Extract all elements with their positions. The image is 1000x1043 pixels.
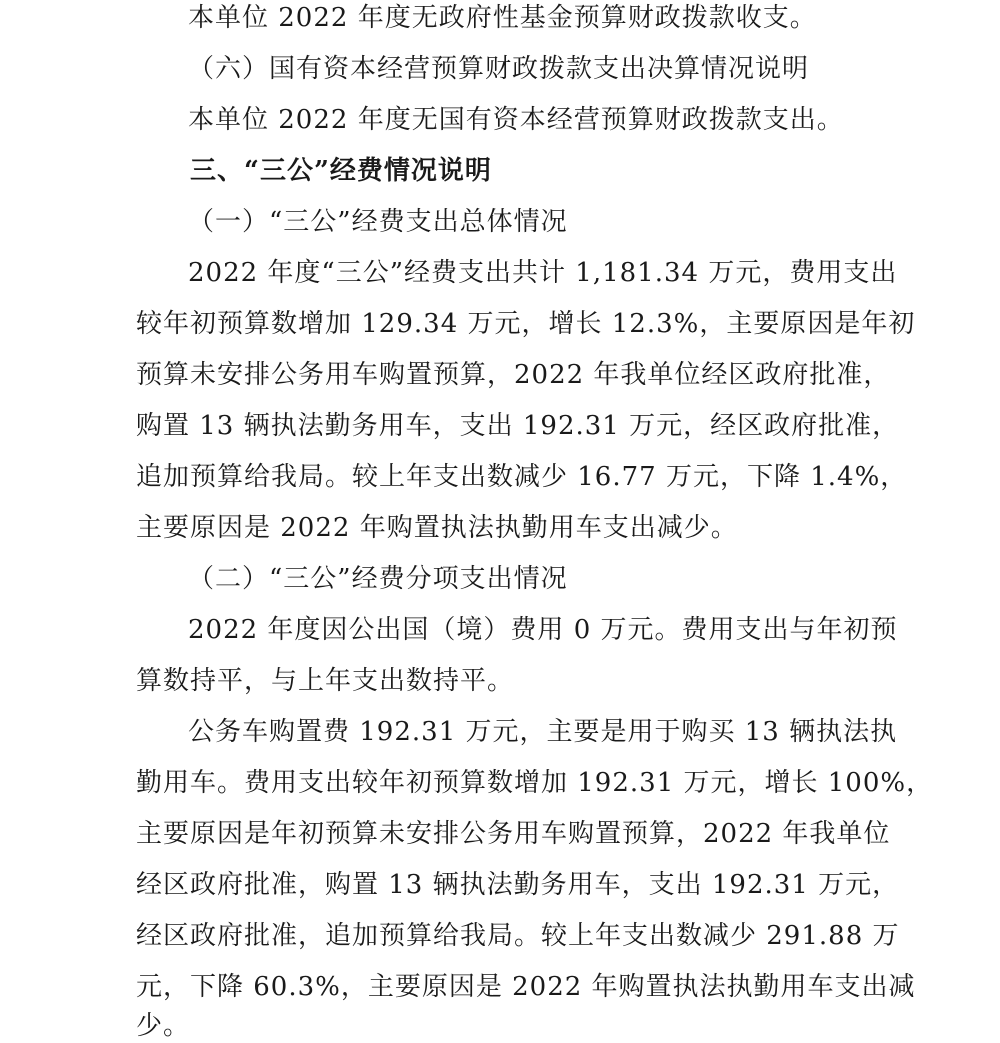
section-heading-6: （六）国有资本经营预算财政拨款支出决算情况说明: [188, 54, 810, 84]
paragraph-line: 经区政府批准，追加预算给我局。较上年支出数减少 291.88 万: [136, 921, 900, 951]
paragraph-line: 较年初预算数增加 129.34 万元，增长 12.3%，主要原因是年初: [136, 309, 916, 339]
paragraph-line: 本单位 2022 年度无国有资本经营预算财政拨款支出。: [188, 105, 844, 135]
paragraph-line: 2022 年度因公出国（境）费用 0 万元。费用支出与年初预: [188, 615, 898, 645]
paragraph-line: 2022 年度“三公”经费支出共计 1,181.34 万元，费用支出: [188, 258, 898, 288]
paragraph-line: 购置 13 辆执法勤务用车，支出 192.31 万元，经区政府批准，: [136, 411, 900, 441]
chapter-heading-3: 三、“三公”经费情况说明: [190, 156, 492, 186]
paragraph-line: 主要原因是 2022 年购置执法执勤用车支出减少。: [136, 513, 738, 543]
paragraph-line: 经区政府批准，购置 13 辆执法勤务用车，支出 192.31 万元，: [136, 870, 900, 900]
paragraph-line: 勤用车。费用支出较年初预算数增加 192.31 万元，增长 100%，: [136, 768, 934, 798]
paragraph-line: 少。: [136, 1011, 191, 1041]
section-heading-1: （一）“三公”经费支出总体情况: [188, 207, 568, 237]
paragraph-line: 追加预算给我局。较上年支出数减少 16.77 万元，下降 1.4%，: [136, 462, 908, 492]
paragraph-line: 算数持平，与上年支出数持平。: [136, 666, 515, 696]
paragraph-line: 本单位 2022 年度无政府性基金预算财政拨款收支。: [188, 3, 817, 33]
paragraph-line: 公务车购置费 192.31 万元，主要是用于购买 13 辆执法执: [188, 717, 898, 747]
section-heading-2: （二）“三公”经费分项支出情况: [188, 564, 568, 594]
paragraph-line: 预算未安排公务用车购置预算，2022 年我单位经区政府批准，: [136, 360, 891, 390]
paragraph-line: 元，下降 60.3%，主要原因是 2022 年购置执法执勤用车支出减: [136, 972, 916, 1002]
paragraph-line: 主要原因是年初预算未安排公务用车购置预算，2022 年我单位: [136, 819, 891, 849]
